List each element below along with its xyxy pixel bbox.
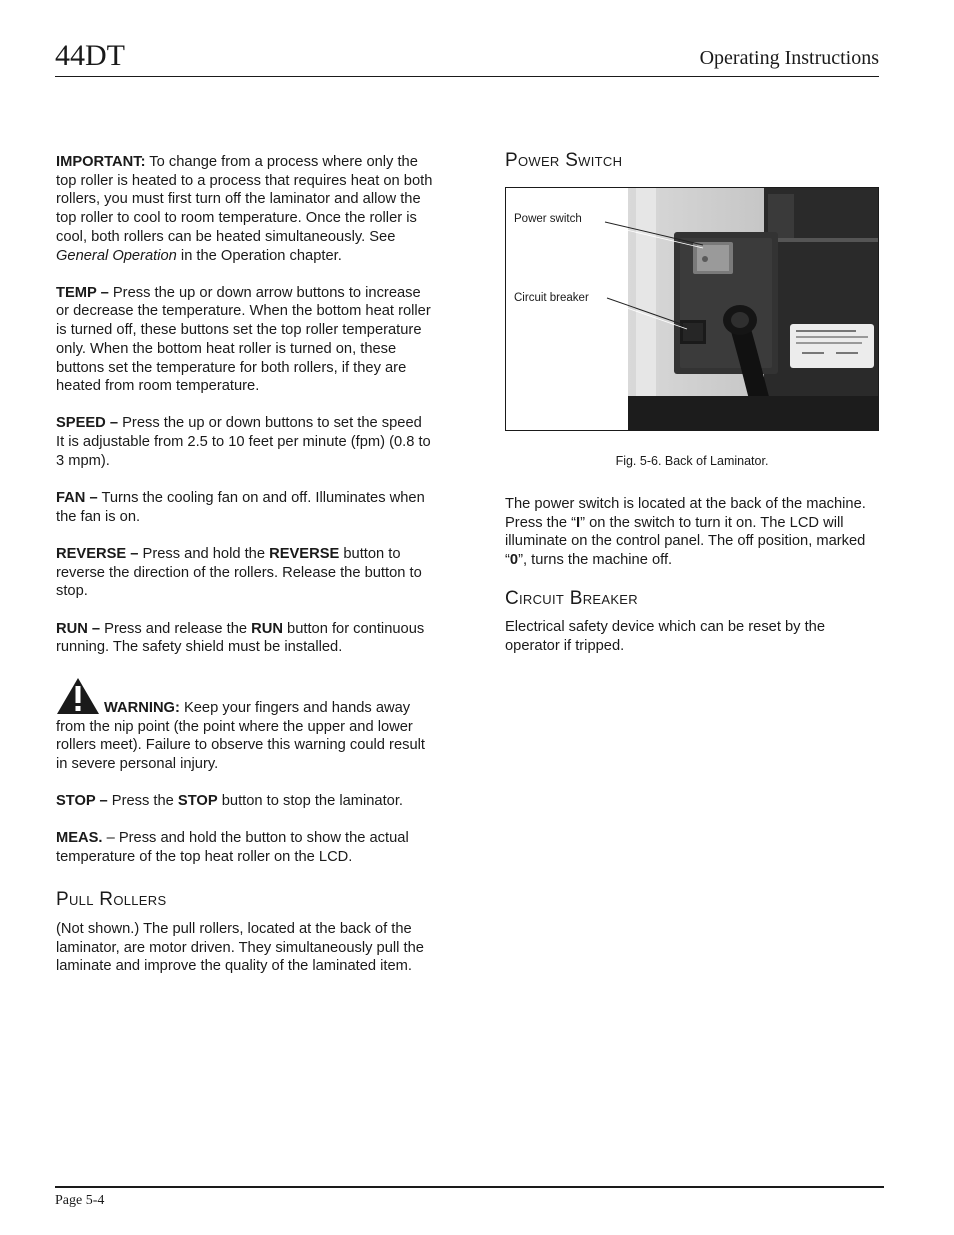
- meas-term: MEAS.: [56, 830, 103, 847]
- reverse-term: REVERSE –: [56, 545, 139, 562]
- meas-paragraph: MEAS. – Press and hold the button to show the actual temperature of the top heat roller on the LCD.: [56, 830, 409, 866]
- temp-term: TEMP –: [56, 284, 109, 301]
- reverse-paragraph: REVERSE – Press and hold the REVERSE button to reverse the direction of the rollers. Release the button to stop.: [56, 545, 422, 600]
- on-mark: I: [576, 514, 581, 531]
- important-term: IMPORTANT:: [56, 154, 146, 170]
- circuit-breaker-heading: Circuit Breaker: [505, 587, 638, 609]
- warning-triangle-icon: [56, 677, 100, 715]
- important-paragraph: IMPORTANT: To change from a process where only the top roller is heated to a process that requires heat on both rollers, you must first turn off the laminator and allow the top roller to cool to room temperature. Once the roller is cool, both rollers can be heated simultaneously. See General Operation in the Operation chapter.: [56, 154, 433, 264]
- off-mark: 0: [509, 552, 519, 569]
- warning-paragraph: WARNING: Keep your fingers and hands away from the nip point (the point where the upper and lower rollers meet). Failure to observe this warning could result in severe personal injury.: [56, 677, 434, 774]
- temp-paragraph: TEMP – Press the up or down arrow buttons to increase or decrease the temperature. When the bottom heat roller is turned off, these buttons set the top roller temperature only. When the bottom heat roller is turned on, these buttons set the temperature for both rollers, if they are heated from room temperature.: [56, 284, 431, 395]
- right-column: [505, 149, 879, 674]
- speed-paragraph: SPEED – Press the up or down buttons to set the speed It is adjustable from 2.5 to 10 feet per minute (fpm) (0.8 to 3 mpm).: [56, 415, 431, 469]
- stop-button-name: STOP: [177, 793, 218, 810]
- power-switch-heading: Power Switch: [505, 150, 623, 171]
- document-model-title: 44DT: [55, 39, 125, 72]
- warning-term: WARNING:: [104, 699, 180, 716]
- laminator-back-figure: [505, 187, 879, 431]
- circuit-breaker-callout-label: Circuit breaker: [514, 292, 589, 304]
- reverse-button-name: REVERSE: [269, 545, 340, 562]
- footer-rule: [55, 1186, 884, 1188]
- stop-paragraph: STOP – Press the STOP button to stop the laminator.: [56, 793, 403, 810]
- section-title: Operating Instructions: [699, 47, 879, 69]
- figure-caption: Fig. 5-6. Back of Laminator.: [615, 454, 769, 468]
- run-term: RUN –: [56, 620, 101, 637]
- run-paragraph: RUN – Press and release the RUN button for continuous running. The safety shield must be installed.: [56, 620, 425, 656]
- stop-term: STOP –: [56, 793, 108, 810]
- circuit-breaker-paragraph: Electrical safety device which can be reset by the operator if tripped.: [505, 618, 826, 654]
- page-number: Page 5-4: [55, 1193, 105, 1208]
- power-switch-paragraph: The power switch is located at the back of the machine. Press the “I” on the switch to turn it on. The LCD will illuminate on the control panel. The off position, marked “0”, turns the machine off.: [505, 496, 866, 569]
- speed-term: SPEED –: [56, 415, 119, 432]
- fan-paragraph: FAN – Turns the cooling fan on and off. Illuminates when the fan is on.: [56, 490, 425, 525]
- fan-term: FAN –: [56, 490, 98, 507]
- general-operation-reference: General Operation: [56, 247, 177, 264]
- power-switch-callout-label: Power switch: [514, 213, 582, 225]
- pull-rollers-heading: Pull Rollers: [56, 888, 167, 910]
- pull-rollers-paragraph: (Not shown.) The pull rollers, located at the back of the laminator, are motor driven. They simultaneously pull the laminate and improve the quality of the laminated item.: [56, 920, 424, 975]
- run-button-name: RUN: [251, 620, 283, 637]
- header-rule: [55, 76, 879, 77]
- left-column: [56, 153, 434, 995]
